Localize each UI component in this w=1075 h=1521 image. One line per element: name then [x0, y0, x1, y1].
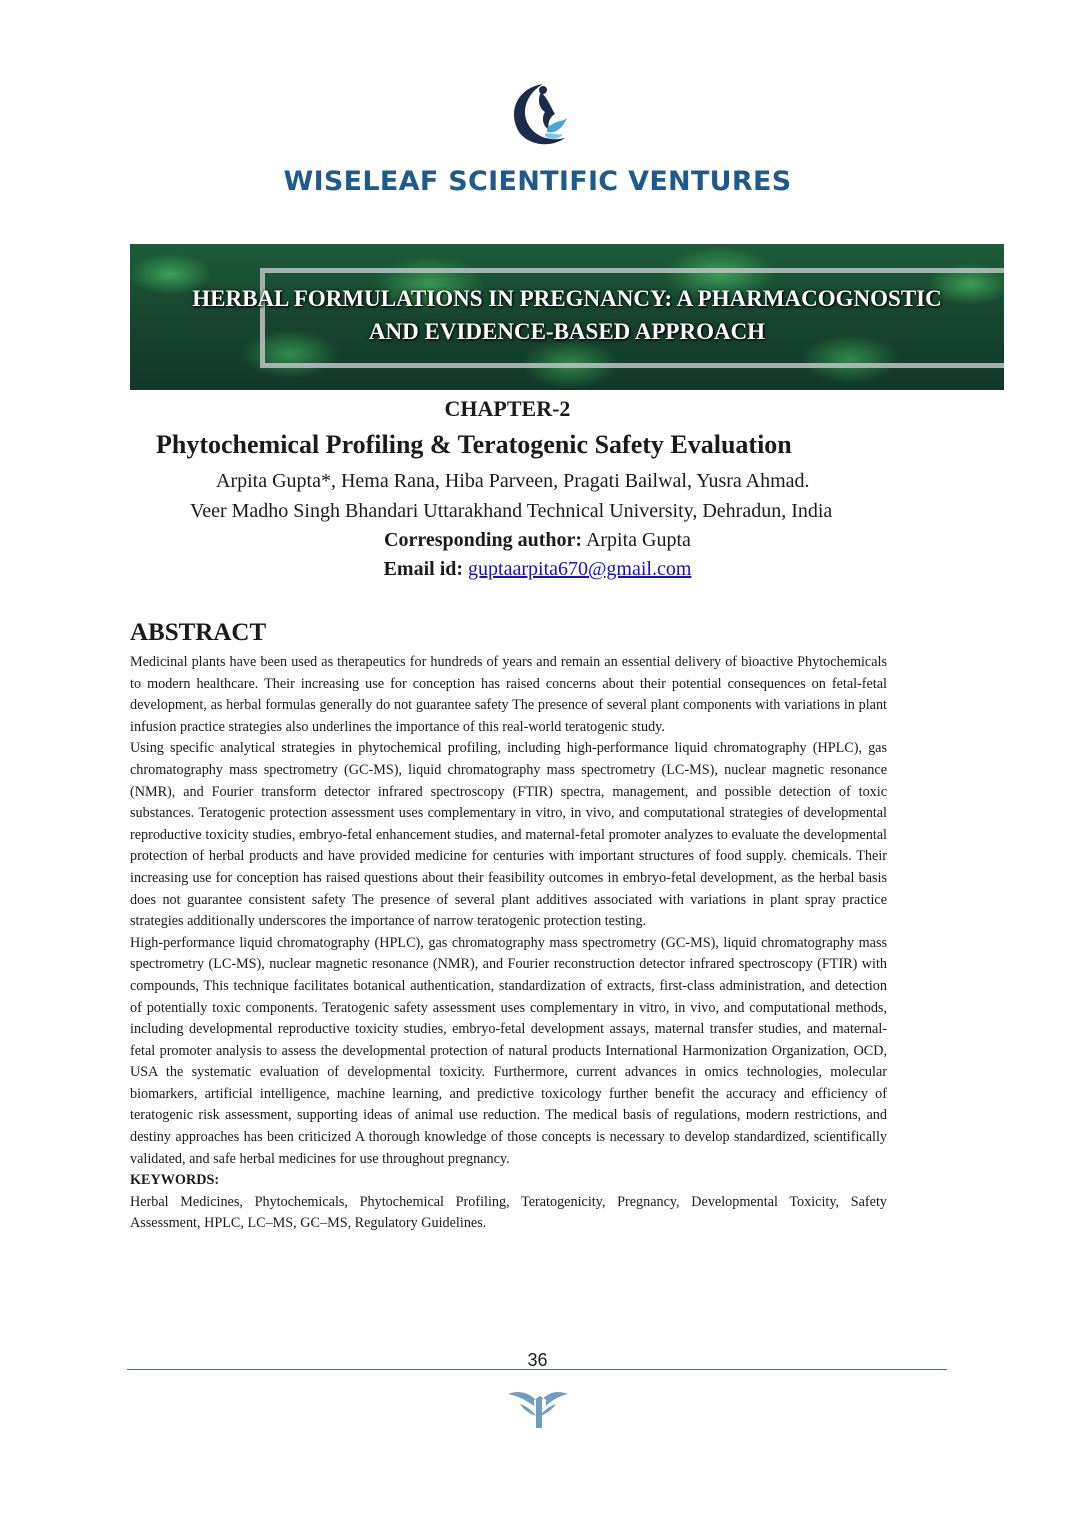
- abstract-paragraph: Medicinal plants have been used as therapeutics for hundreds of years and remain an essential delivery of bioactive Phytochemicals to modern healthcare. Their increasing use for conception has raised concerns about their potential consequences on fetal-fetal development, as herbal formulas generally do not guarantee safety The presence of several plant components with variations in plant infusion practice strategies also underlines the importance of this real-world teratogenic study.: [130, 654, 887, 735]
- email-link[interactable]: guptaarpita670@gmail.com: [468, 558, 692, 580]
- book-title-line-1: HERBAL FORMULATIONS IN PREGNANCY: A PHARMACOGNOSTIC: [192, 286, 942, 311]
- author-list: Arpita Gupta*, Hema Rana, Hiba Parveen, Pragati Bailwal, Yusra Ahmad.: [216, 470, 810, 492]
- chapter-title: Phytochemical Profiling & Teratogenic Safety Evaluation: [156, 430, 792, 459]
- abstract-paragraph: Using specific analytical strategies in phytochemical profiling, including high-performance liquid chromatography (HPLC), gas chromatography mass spectrometry (GC-MS), liquid chromatography mass spectrometry (LC-MS), nuclear magnetic resonance (NMR), and Fourier transform detector infrared spectroscopy (FTIR) spectra, management, and possible detection of toxic substances. Teratogenic protection assessment uses complementary in vitro, in vivo, and computational strategies of developmental reproductive toxicity studies, embryo-fetal enhancement studies, and maternal-fetal promoter analyzes to evaluate the developmental protection of herbal products and have provided medicine for centuries with important structures of food supply. chemicals. Their increasing use for conception has raised questions about their feasibility outcomes in embryo-fetal development, as the herbal basis does not guarantee consistent safety The presence of several plant additives associated with variations in plant spray practice strategies additionally underscores the importance of narrow teratogenic protection testing.: [130, 740, 887, 930]
- keywords-heading: KEYWORDS:: [130, 1172, 220, 1189]
- chapter-number: CHAPTER-2: [444, 396, 571, 421]
- keywords-list: Herbal Medicines, Phytochemicals, Phytochemical Profiling, Teratogenicity, Pregnancy, Developmental Toxicity, Safety Assessment, HPLC, LC–MS, GC–MS, Regulatory Guidelines.: [130, 1193, 887, 1232]
- publisher-name: WISELEAF SCIENTIFIC VENTURES: [283, 166, 792, 197]
- footer-rule: [127, 1369, 947, 1370]
- page-number: 36: [527, 1350, 548, 1370]
- book-title: [130, 282, 1004, 348]
- corresponding-author: [0, 529, 1075, 552]
- abstract-heading: ABSTRACT: [130, 619, 267, 646]
- corresponding-name: Arpita Gupta: [585, 529, 691, 551]
- abstract-paragraph: High-performance liquid chromatography (HPLC), gas chromatography mass spectrometry (GC-MS), liquid chromatography mass spectrometry (LC-MS), nuclear magnetic resonance (NMR), and Fourier reconstruction detector infrared spectroscopy (FTIR) with compounds, This technique facilitates botanical authentication, standardization of extracts, first-class administration, and detection of potentially toxic components. Teratogenic safety assessment uses complementary in vitro, in vivo, and computational methods, including developmental reproductive toxicity studies, embryo-fetal development assays, maternal transfer studies, and maternal-fetal promoter analysis to assess the developmental protection of natural products International Harmonization Organization, OCD, USA the systematic evaluation of developmental toxicity. Furthermore, current advances in omics technologies, molecular biomarkers, artificial intelligence, machine learning, and predictive toxicology further benefit the accuracy and efficiency of teratogenic risk assessment, supporting ideas of animal use reduction. The medical basis of regulations, modern restrictions, and destiny approaches has been criticized A thorough knowledge of those concepts is necessary to develop standardized, scientifically validated, and safe herbal medicines for use throughout pregnancy.: [130, 934, 887, 1167]
- publisher-logo: [503, 78, 573, 150]
- corresponding-label: Corresponding author:: [384, 529, 583, 551]
- affiliation: Veer Madho Singh Bhandari Uttarakhand Technical University, Dehradun, India: [190, 500, 833, 522]
- book-title-banner: [130, 244, 1004, 390]
- book-title-line-2: AND EVIDENCE-BASED APPROACH: [368, 319, 766, 344]
- email-label: Email id:: [383, 558, 464, 580]
- leaf-ornament-icon: [506, 1386, 570, 1430]
- abstract-body: [130, 652, 887, 1235]
- email-line: [0, 558, 1075, 581]
